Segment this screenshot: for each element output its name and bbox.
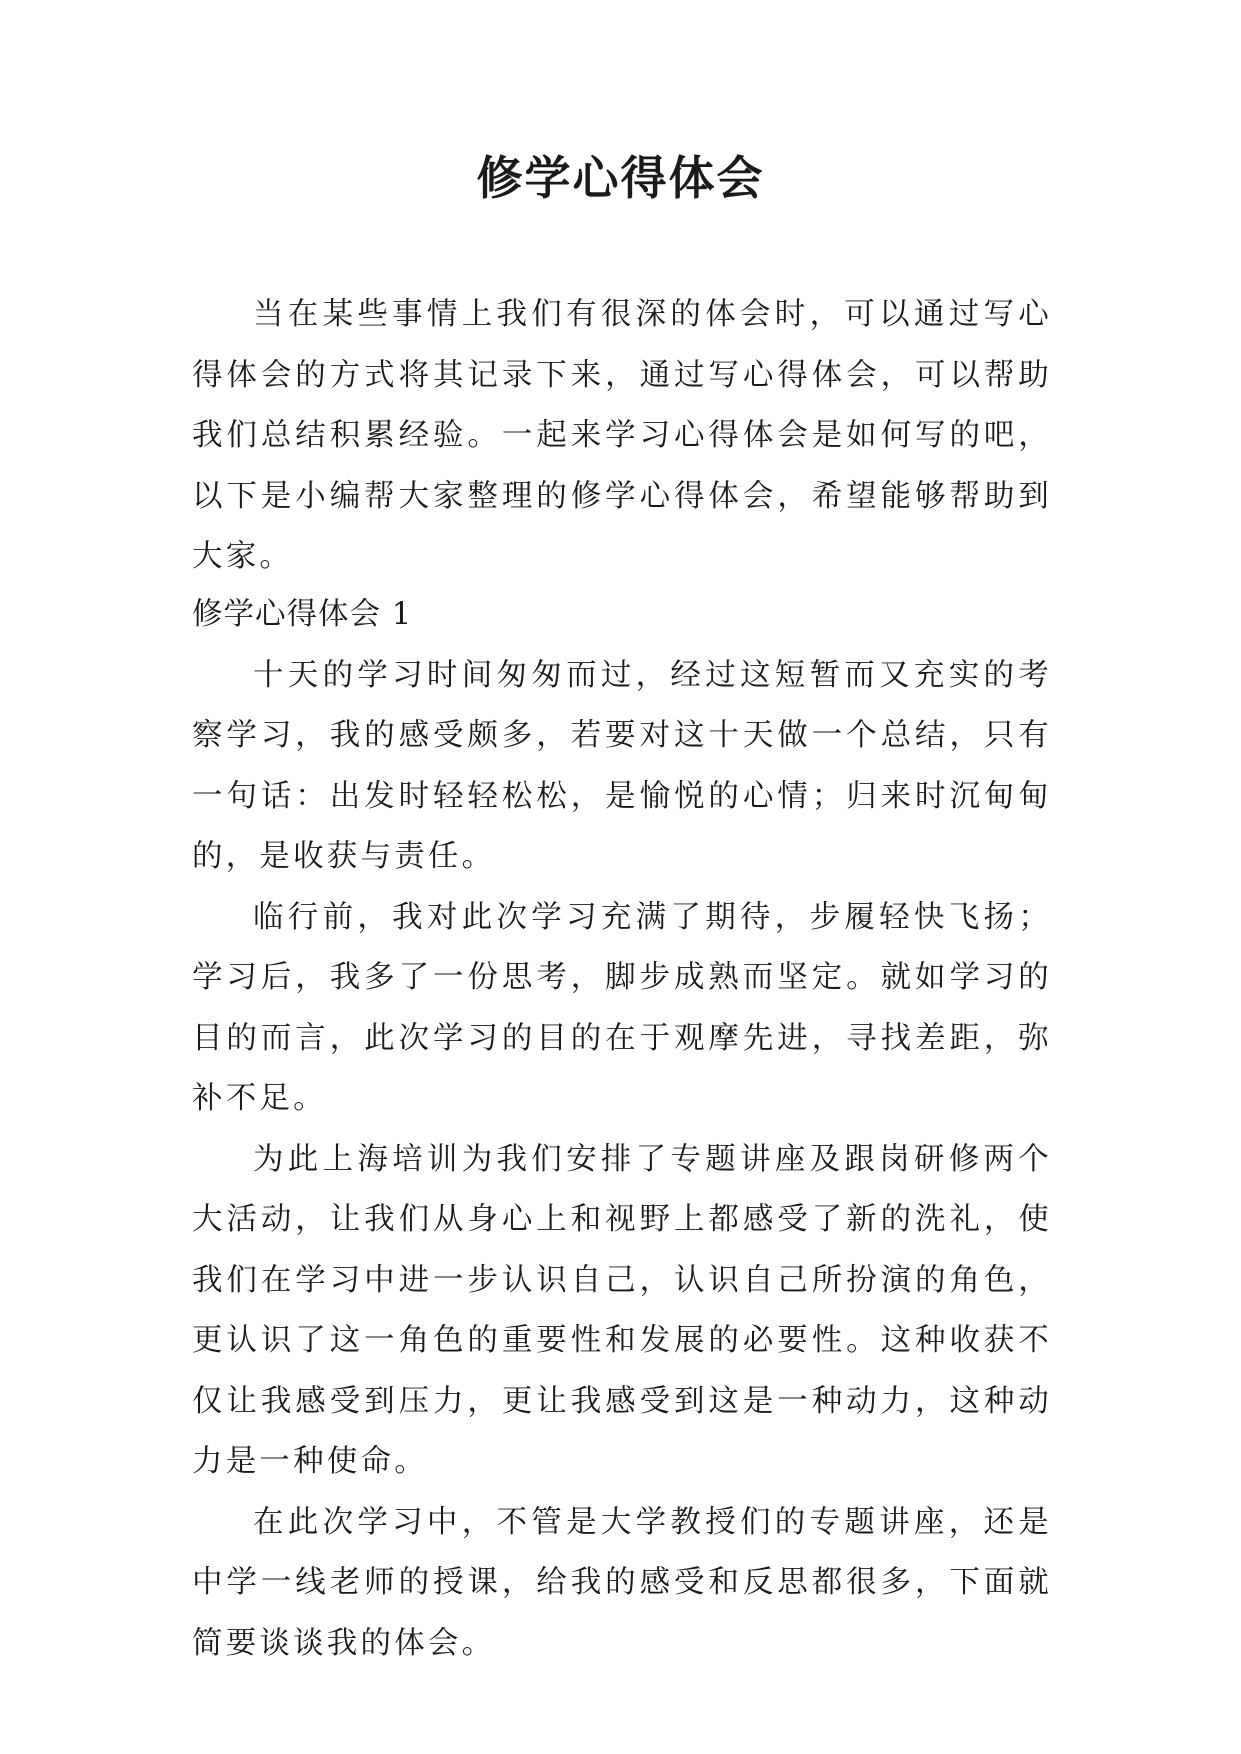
body-paragraph: 在此次学习中，不管是大学教授们的专题讲座，还是中学一线老师的授课，给我的感受和反思都很多，下面就简要谈谈我的体会。 [192,1504,1052,1661]
body-paragraph: 临行前，我对此次学习充满了期待，步履轻快飞扬；学习后，我多了一份思考，脚步成熟而坚定。就如学习的目的而言，此次学习的目的在于观摩先进，寻找差距，弥补不足。 [192,899,1052,1116]
body-paragraph: 为此上海培训为我们安排了专题讲座及跟岗研修两个大活动，让我们从身心上和视野上都感受了新的洗礼，使我们在学习中进一步认识自己，认识自己所扮演的角色，更认识了这一角色的重要性和发展的必要性。这种收获不仅让我感受到压力，更让我感受到这是一种动力，这种动力是一种使命。 [192,1141,1052,1479]
body-paragraph: 十天的学习时间匆匆而过，经过这短暂而又充实的考察学习，我的感受颇多，若要对这十天做一个总结，只有一句话：出发时轻轻松松，是愉悦的心情；归来时沉甸甸的，是收获与责任。 [192,657,1052,874]
section-block [192,585,1052,1674]
intro-block [192,285,1052,588]
intro-paragraph: 当在某些事情上我们有很深的体会时，可以通过写心得体会的方式将其记录下来，通过写心得体会，可以帮助我们总结积累经验。一起来学习心得体会是如何写的吧，以下是小编帮大家整理的修学心得体会，希望能够帮助到大家。 [192,297,1052,574]
section-heading: 修学心得体会 1 [192,597,413,632]
document-title: 修学心得体会 [476,151,765,205]
